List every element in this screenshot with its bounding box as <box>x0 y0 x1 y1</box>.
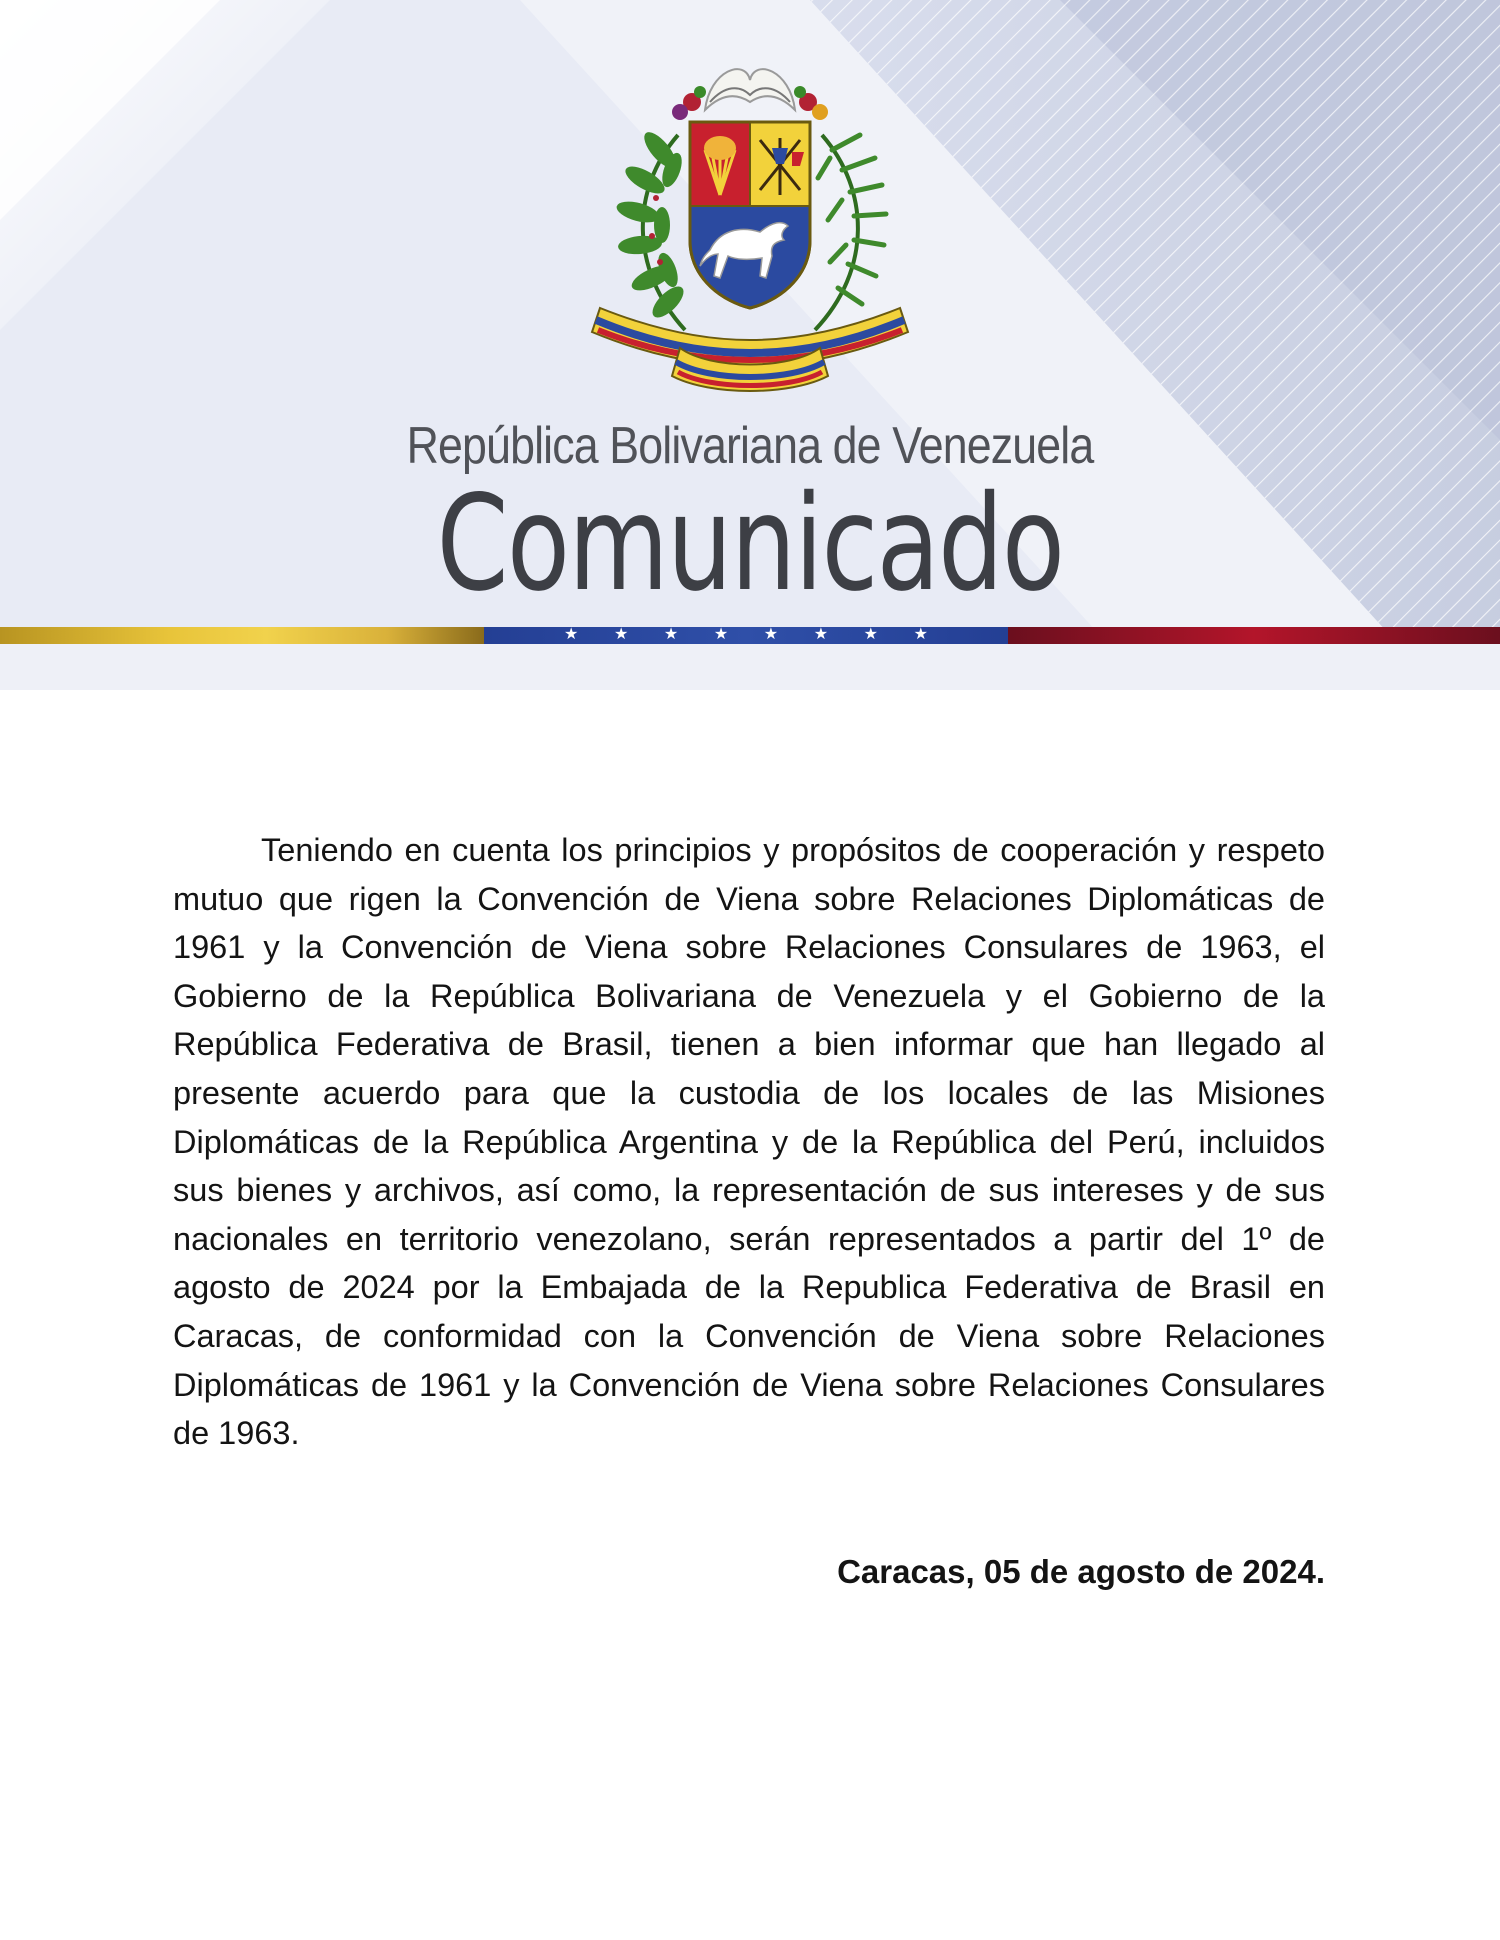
star-icon: ★ <box>863 626 878 643</box>
flag-red-segment <box>1008 627 1500 644</box>
communique-body: Teniendo en cuenta los principios y propósitos de cooperación y respeto mutuo que rigen la Convención de Viena sobre Relaciones Diplomáticas de 1961 y la Convención de Viena sobre Relaciones Consulares de 1963, el Gobierno de la República Bolivariana de Venezuela y el Gobierno de la República Federativa de Brasil, tienen a bien informar que han llegado al presente acuerdo para que la custodia de los locales de las Misiones Diplomáticas de la República Argentina y de la República del Perú, incluidos sus bienes y archivos, así como, la representación de sus intereses y de sus nacionales en territorio venezolano, serán representados a partir del 1º de agosto de 2024 por la Embajada de la Republica Federativa de Brasil en Caracas, de conformidad con la Convención de Viena sobre Relaciones Diplomáticas de 1961 y la Convención de Viena sobre Relaciones Consulares de 1963. <box>173 832 1325 1452</box>
star-icon: ★ <box>913 626 928 643</box>
place-and-date: Caracas, 05 de agosto de 2024. <box>837 1553 1325 1590</box>
venezuela-coat-of-arms-icon <box>560 40 940 410</box>
star-icon: ★ <box>813 626 829 643</box>
flag-blue-segment <box>484 627 1008 644</box>
flag-stars <box>564 625 928 645</box>
letterhead-header <box>0 0 1500 690</box>
document-title: Comunicado <box>436 467 1064 621</box>
star-icon: ★ <box>663 626 679 643</box>
shield-icon <box>690 122 810 308</box>
star-icon: ★ <box>613 626 629 643</box>
flag-color-bar <box>0 627 1500 644</box>
country-name: República Bolivariana de Venezuela <box>406 417 1094 475</box>
star-icon: ★ <box>564 626 579 643</box>
star-icon: ★ <box>713 626 729 643</box>
star-icon: ★ <box>763 626 779 643</box>
flag-yellow-segment <box>0 627 484 644</box>
